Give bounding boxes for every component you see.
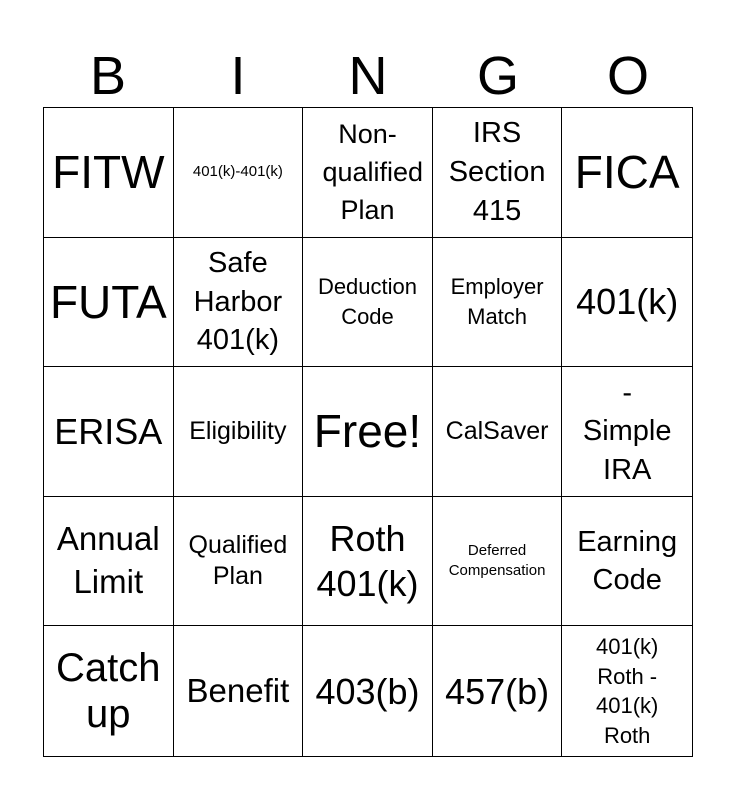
- bingo-cell-b4[interactable]: [44, 497, 174, 627]
- header-letter-i: I: [230, 46, 246, 106]
- cell-text: FUTA: [49, 275, 167, 328]
- bingo-cell-i3[interactable]: [174, 367, 304, 497]
- cell-text: Annual Limit: [56, 520, 160, 601]
- cell-text: Qualified Plan: [188, 530, 288, 591]
- cell-text: Employer Match: [450, 274, 544, 329]
- cell-text: Non-qualified Plan: [322, 118, 424, 226]
- bingo-cell-i1[interactable]: [174, 108, 304, 238]
- bingo-cell-n5[interactable]: [303, 626, 433, 756]
- cell-text: Deduction Code: [317, 274, 418, 329]
- bingo-board: [43, 107, 693, 757]
- bingo-cell-b5[interactable]: [44, 626, 174, 756]
- bingo-cell-n2[interactable]: [303, 238, 433, 368]
- cell-text: IRS Section 415: [448, 117, 546, 227]
- bingo-header: [43, 44, 693, 108]
- cell-text: 401(k)-401(k): [192, 163, 283, 181]
- cell-text: Catch up: [56, 646, 161, 737]
- bingo-cell-n1[interactable]: [303, 108, 433, 238]
- bingo-cell-n4[interactable]: [303, 497, 433, 627]
- bingo-cell-i5[interactable]: [174, 626, 304, 756]
- bingo-cell-i4[interactable]: [174, 497, 304, 627]
- cell-text: Safe Harbor 401(k): [193, 247, 283, 357]
- header-letter-b: B: [89, 46, 127, 106]
- cell-text: FICA: [574, 146, 680, 198]
- cell-text: 457(b): [445, 670, 550, 712]
- cell-text: ERISA: [54, 410, 163, 452]
- bingo-cell-o1[interactable]: [562, 108, 692, 238]
- cell-text: Roth 401(k): [316, 518, 419, 605]
- bingo-cell-o3[interactable]: [562, 367, 692, 497]
- cell-text: - Simple IRA: [582, 376, 672, 486]
- cell-text: FITW: [52, 146, 165, 198]
- bingo-cell-b1[interactable]: [44, 108, 174, 238]
- header-letter-o: O: [606, 46, 649, 106]
- header-letter-n: N: [348, 46, 388, 106]
- cell-text: 401(k) Roth - 401(k) Roth: [596, 633, 659, 748]
- bingo-cell-g3[interactable]: [433, 367, 563, 497]
- bingo-cell-g2[interactable]: [433, 238, 563, 368]
- bingo-cell-i2[interactable]: [174, 238, 304, 368]
- bingo-cell-o5[interactable]: [562, 626, 692, 756]
- cell-text: Earning Code: [577, 525, 678, 597]
- header-letter-g: G: [476, 46, 519, 106]
- bingo-cell-n3[interactable]: [303, 367, 433, 497]
- bingo-cell-b2[interactable]: [44, 238, 174, 368]
- cell-text: 401(k): [576, 281, 679, 323]
- cell-text: Benefit: [186, 671, 290, 709]
- cell-text: Deferred Compensation: [448, 541, 546, 580]
- bingo-cell-o4[interactable]: [562, 497, 692, 627]
- cell-text: CalSaver: [445, 416, 549, 445]
- cell-text: Free!: [313, 405, 422, 458]
- cell-text: 403(b): [315, 670, 420, 712]
- cell-text: Eligibility: [189, 416, 287, 445]
- bingo-cell-g1[interactable]: [433, 108, 563, 238]
- bingo-cell-g5[interactable]: [433, 626, 563, 756]
- bingo-cell-g4[interactable]: [433, 497, 563, 627]
- bingo-cell-b3[interactable]: [44, 367, 174, 497]
- bingo-cell-o2[interactable]: [562, 238, 692, 368]
